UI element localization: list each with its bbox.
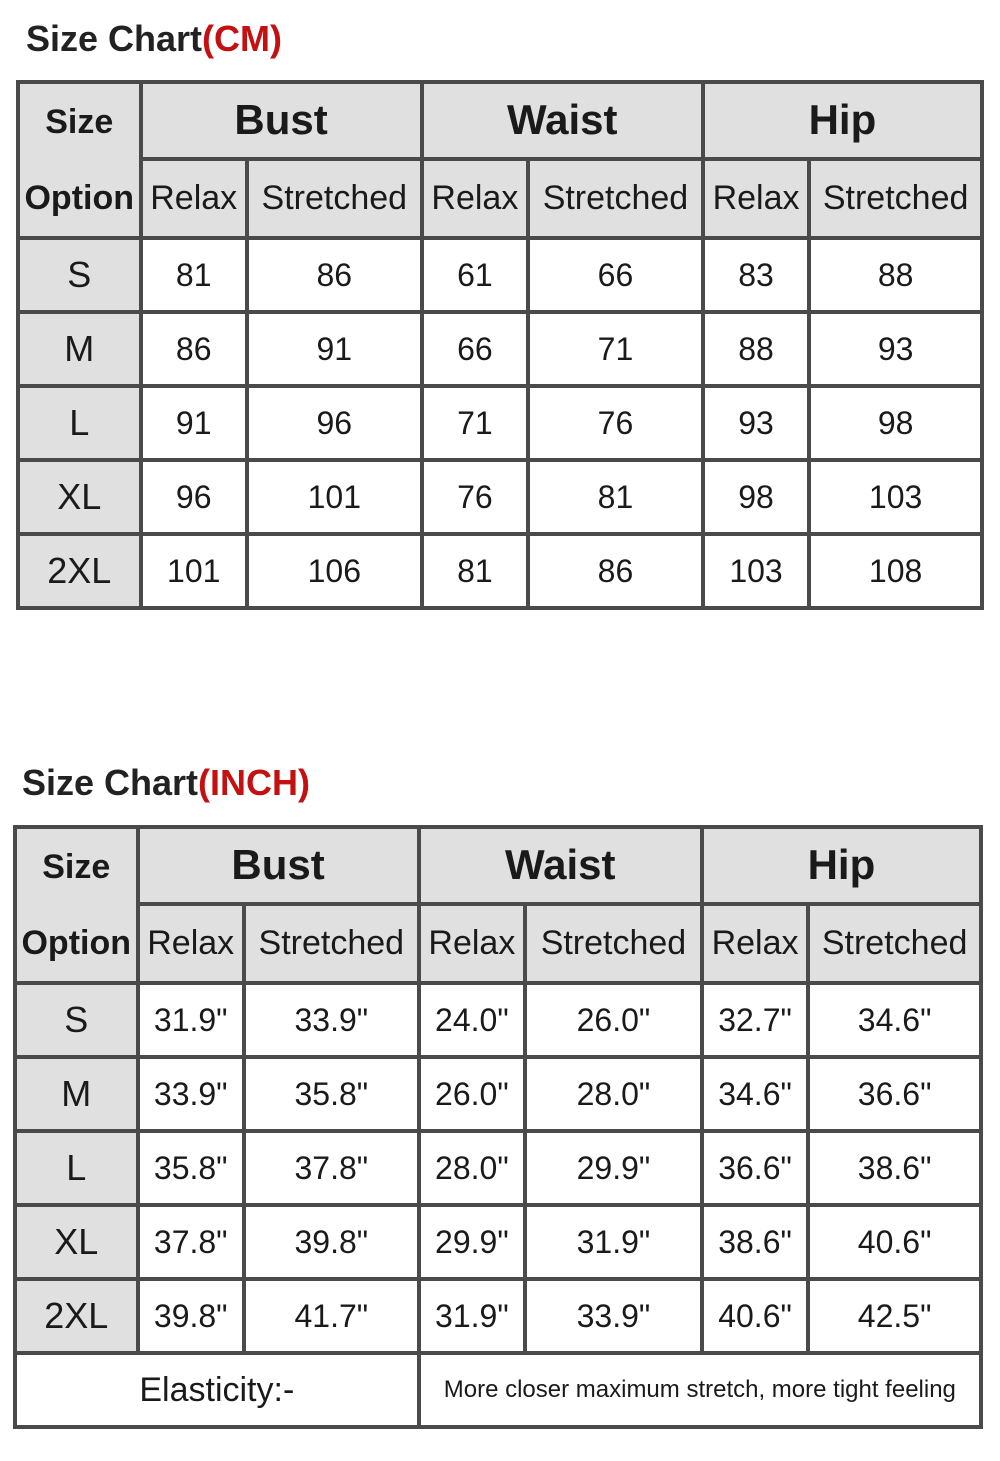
subheader-cell: Relax bbox=[419, 904, 525, 983]
table-cell: 103 bbox=[809, 460, 982, 534]
size-option-line-2: Option bbox=[21, 924, 132, 962]
elasticity-description: More closer maximum stretch, more tight feeling bbox=[419, 1353, 981, 1427]
table-cell: 98 bbox=[809, 386, 982, 460]
elasticity-row bbox=[15, 1353, 981, 1427]
table-cell: 88 bbox=[809, 238, 982, 312]
table-cell: 103 bbox=[703, 534, 809, 608]
size-chart-cm-title bbox=[26, 18, 282, 60]
table-cell: 37.8" bbox=[138, 1205, 244, 1279]
table-cell: 36.6" bbox=[702, 1131, 808, 1205]
size-label: 2XL bbox=[15, 1279, 138, 1353]
table-cell: 33.9" bbox=[244, 983, 419, 1057]
table-row bbox=[15, 1131, 981, 1205]
table-cell: 38.6" bbox=[808, 1131, 981, 1205]
table-cell: 31.9" bbox=[419, 1279, 525, 1353]
table-cell: 71 bbox=[528, 312, 703, 386]
subheader-cell: Relax bbox=[422, 159, 528, 238]
size-chart-inch-title bbox=[22, 762, 310, 804]
size-table-cm bbox=[16, 80, 984, 610]
chart-title-text: Size Chart bbox=[26, 18, 203, 59]
group-header-bust: Bust bbox=[138, 827, 419, 904]
group-header-waist: Waist bbox=[419, 827, 702, 904]
table-cell: 34.6" bbox=[702, 1057, 808, 1131]
table-row bbox=[18, 312, 982, 386]
subheader-cell: Relax bbox=[138, 904, 244, 983]
subheader-row bbox=[18, 159, 982, 238]
size-label: M bbox=[18, 312, 141, 386]
subheader-cell: Stretched bbox=[808, 904, 981, 983]
subheader-cell: Relax bbox=[702, 904, 808, 983]
table-cell: 93 bbox=[703, 386, 809, 460]
table-cell: 86 bbox=[528, 534, 703, 608]
size-label: M bbox=[15, 1057, 138, 1131]
size-option-line-1: Size bbox=[42, 848, 111, 886]
table-cell: 81 bbox=[422, 534, 528, 608]
table-cell: 76 bbox=[528, 386, 703, 460]
chart-unit-cm: (CM) bbox=[202, 18, 283, 59]
size-label: L bbox=[15, 1131, 138, 1205]
table-cell: 36.6" bbox=[808, 1057, 981, 1131]
table-cell: 108 bbox=[809, 534, 982, 608]
table-cell: 29.9" bbox=[525, 1131, 702, 1205]
table-cell: 31.9" bbox=[138, 983, 244, 1057]
table-cell: 66 bbox=[528, 238, 703, 312]
table-row bbox=[18, 534, 982, 608]
table-cell: 39.8" bbox=[138, 1279, 244, 1353]
size-option-header bbox=[15, 827, 138, 983]
size-option-line-2: Option bbox=[24, 179, 135, 217]
table-cell: 81 bbox=[528, 460, 703, 534]
table-cell: 29.9" bbox=[419, 1205, 525, 1279]
table-cell: 26.0" bbox=[525, 983, 702, 1057]
subheader-cell: Stretched bbox=[528, 159, 703, 238]
table-cell: 96 bbox=[141, 460, 247, 534]
table-cell: 41.7" bbox=[244, 1279, 419, 1353]
table-row bbox=[15, 1057, 981, 1131]
table-row bbox=[18, 460, 982, 534]
table-cell: 26.0" bbox=[419, 1057, 525, 1131]
table-cell: 81 bbox=[141, 238, 247, 312]
table-cell: 76 bbox=[422, 460, 528, 534]
table-cell: 33.9" bbox=[138, 1057, 244, 1131]
size-option-header bbox=[18, 82, 141, 238]
subheader-cell: Stretched bbox=[525, 904, 702, 983]
group-header-hip: Hip bbox=[703, 82, 982, 159]
table-cell: 91 bbox=[247, 312, 422, 386]
table-cell: 28.0" bbox=[419, 1131, 525, 1205]
table-cell: 91 bbox=[141, 386, 247, 460]
table-cell: 35.8" bbox=[138, 1131, 244, 1205]
table-cell: 96 bbox=[247, 386, 422, 460]
table-row bbox=[15, 1279, 981, 1353]
table-cell: 40.6" bbox=[702, 1279, 808, 1353]
table-row bbox=[18, 386, 982, 460]
table-row bbox=[15, 1205, 981, 1279]
table-cell: 98 bbox=[703, 460, 809, 534]
table-cell: 40.6" bbox=[808, 1205, 981, 1279]
size-table-inch bbox=[13, 825, 983, 1429]
table-cell: 83 bbox=[703, 238, 809, 312]
table-row bbox=[18, 238, 982, 312]
table-cell: 101 bbox=[247, 460, 422, 534]
table-row bbox=[15, 983, 981, 1057]
table-cell: 28.0" bbox=[525, 1057, 702, 1131]
size-label: L bbox=[18, 386, 141, 460]
size-label: 2XL bbox=[18, 534, 141, 608]
size-label: XL bbox=[18, 460, 141, 534]
size-option-line-1: Size bbox=[45, 103, 114, 141]
table-cell: 66 bbox=[422, 312, 528, 386]
group-header-hip: Hip bbox=[702, 827, 981, 904]
size-label: S bbox=[18, 238, 141, 312]
table-cell: 93 bbox=[809, 312, 982, 386]
table-cell: 71 bbox=[422, 386, 528, 460]
table-cell: 101 bbox=[141, 534, 247, 608]
table-cell: 86 bbox=[247, 238, 422, 312]
table-cell: 33.9" bbox=[525, 1279, 702, 1353]
table-cell: 35.8" bbox=[244, 1057, 419, 1131]
size-label: S bbox=[15, 983, 138, 1057]
group-header-waist: Waist bbox=[422, 82, 703, 159]
subheader-cell: Stretched bbox=[247, 159, 422, 238]
table-cell: 34.6" bbox=[808, 983, 981, 1057]
group-header-bust: Bust bbox=[141, 82, 422, 159]
subheader-cell: Stretched bbox=[809, 159, 982, 238]
subheader-cell: Relax bbox=[703, 159, 809, 238]
table-cell: 38.6" bbox=[702, 1205, 808, 1279]
table-cell: 86 bbox=[141, 312, 247, 386]
table-cell: 37.8" bbox=[244, 1131, 419, 1205]
table-cell: 32.7" bbox=[702, 983, 808, 1057]
chart-unit-inch: (INCH) bbox=[198, 762, 311, 803]
subheader-cell: Stretched bbox=[244, 904, 419, 983]
table-cell: 106 bbox=[247, 534, 422, 608]
chart-title-text: Size Chart bbox=[22, 762, 199, 803]
table-cell: 24.0" bbox=[419, 983, 525, 1057]
table-cell: 61 bbox=[422, 238, 528, 312]
table-cell: 31.9" bbox=[525, 1205, 702, 1279]
table-cell: 39.8" bbox=[244, 1205, 419, 1279]
size-label: XL bbox=[15, 1205, 138, 1279]
elasticity-label: Elasticity:- bbox=[15, 1353, 419, 1427]
subheader-cell: Relax bbox=[141, 159, 247, 238]
table-cell: 42.5" bbox=[808, 1279, 981, 1353]
subheader-row bbox=[15, 904, 981, 983]
table-cell: 88 bbox=[703, 312, 809, 386]
